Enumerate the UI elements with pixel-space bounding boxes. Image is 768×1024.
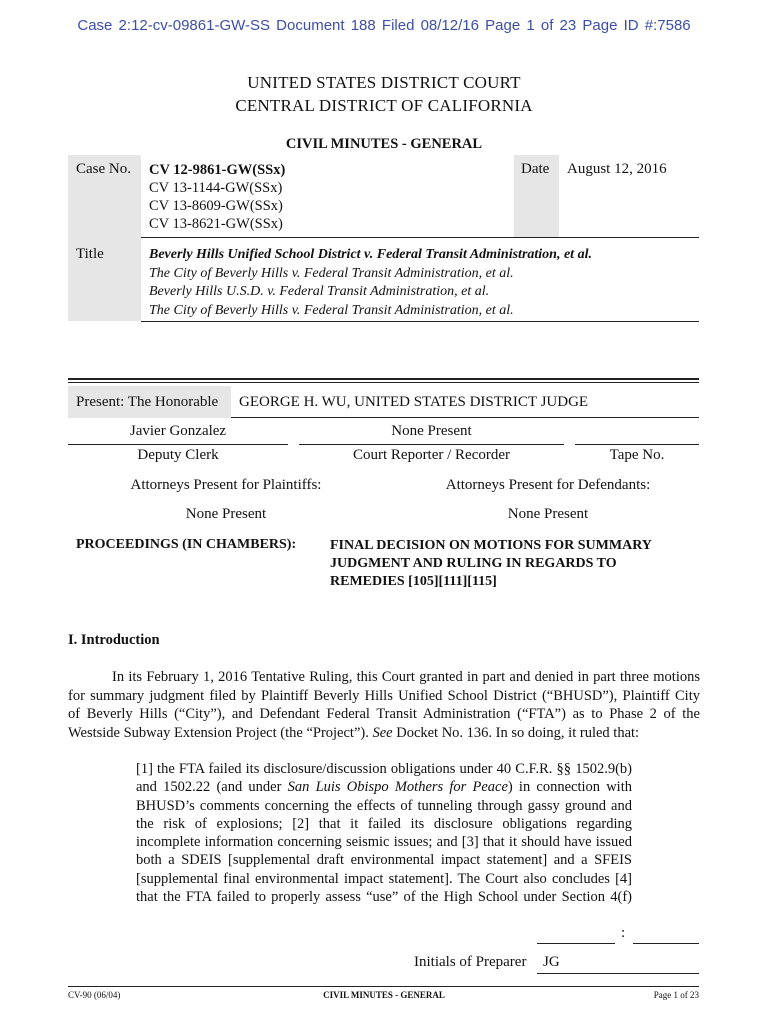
proceedings-line: JUDGMENT AND RULING IN REGARDS TO [330,556,617,571]
deputy-clerk-label: Deputy Clerk [137,447,219,463]
label-column-shade [68,155,141,321]
case-titles [149,246,592,320]
case-title: The City of Beverly Hills v. Federal Transit Administration, et al. [149,265,514,281]
proceedings-label: PROCEEDINGS (IN CHAMBERS): [76,537,297,552]
court-name-line1: UNITED STATES DISTRICT COURT [247,73,521,92]
quote-line: incomplete information concerning seismic issues; and [3] that it should have issued [136,834,632,851]
proceedings-line: FINAL DECISION ON MOTIONS FOR SUMMARY [330,538,652,553]
quote-line: that the FTA failed to properly assess “use” of the High School under Section 4(f) [136,889,632,906]
quote-line: [1] the FTA failed its disclosure/discussion obligations under 40 C.F.R. §§ 1502.9(b) [136,761,632,777]
tape-label: Tape No. [609,447,665,463]
defendants-present-value: None Present [507,506,589,522]
case-no-label: Case No. [76,161,131,177]
intro-paragraph [68,668,700,742]
paragraph-line: of Beverly Hills (“City”), and Defendant Federal Transit Administration (“FTA”) as to Phase 2 of the [68,706,700,722]
initials-value: JG [543,954,560,970]
case-title: Beverly Hills U.S.D. v. Federal Transit Administration, et al. [149,284,490,299]
plaintiffs-present-value: None Present [185,506,267,522]
paragraph-line: for summary judgment filed by Plaintiff Beverly Hills Unified School District (“BHUSD”), Plaintiff City [68,687,700,704]
page-number: Page 1 of 23 [653,990,699,1000]
court-name-line2: CENTRAL DISTRICT OF CALIFORNIA [235,96,533,115]
footer-rule [68,986,699,987]
form-number: CV-90 (06/04) [68,990,121,1000]
table-bottom-rule [141,321,699,322]
paragraph-line: In its February 1, 2016 Tentative Ruling, this Court granted in part and denied in part three motions [112,669,700,685]
double-rule-top [68,378,699,380]
initials-rule [537,973,699,974]
double-rule-bottom [68,382,699,383]
case-numbers [149,161,285,233]
reporter-label: Court Reporter / Recorder [352,447,511,463]
reporter-rule [299,444,564,445]
section-heading: I. Introduction [68,632,160,648]
deputy-rule [68,444,288,445]
quote-line: both a SDEIS [supplemental draft environmental impact statement] and a SFEIS [136,852,632,869]
time-rule-right [633,943,699,944]
footer-title: CIVIL MINUTES - GENERAL [323,990,445,1000]
quote-line: BHUSD’s comments concerning the effects of tunneling through gassy ground and [136,797,632,814]
quote-line: and 1502.22 (and under San Luis Obispo Mothers for Peace) in connection with [136,779,632,796]
citation-signal: See [372,724,393,741]
initials-label: Initials of Preparer [414,954,527,970]
present-label: Present: The Honorable [76,394,219,410]
case-number: CV 13-1144-GW(SSx) [149,180,283,196]
proceedings-line: REMEDIES [105][111][115] [330,574,497,589]
case-title-primary: Beverly Hills Unified School District v. Federal Transit Administration, et al. [149,247,592,262]
paragraph-line: Westside Subway Extension Project (the “Project”). See Docket No. 136. In so doing, it ruled that: [68,724,640,741]
proceedings-text [330,537,652,591]
case-number: CV 13-8621-GW(SSx) [149,216,283,232]
case-citation: San Luis Obispo Mothers for Peace [287,779,508,796]
judge-name: GEORGE H. WU, UNITED STATES DISTRICT JUDGE [239,394,589,410]
attorneys-plaintiffs-label: Attorneys Present for Plaintiffs: [130,477,322,493]
quote-line: the risk of explosions; [2] that it failed its disclosure obligations regarding [136,815,632,832]
reporter-name: None Present [391,423,472,439]
attorneys-defendants-label: Attorneys Present for Defendants: [445,477,651,493]
judge-rule [231,417,699,418]
time-colon: : [621,925,626,941]
title-label: Title [76,246,104,262]
case-number: CV 13-8609-GW(SSx) [149,198,283,214]
minutes-title: CIVIL MINUTES - GENERAL [285,136,483,152]
deputy-clerk-name: Javier Gonzalez [129,423,227,439]
filing-stamp: Case 2:12-cv-09861-GW-SS Document 188 Filed 08/12/16 Page 1 of 23 Page ID #:7586 [77,17,691,34]
case-number-primary: CV 12-9861-GW(SSx) [149,162,286,178]
quote-line: [supplemental final environmental impact statement]. The Court also concludes [4] [136,870,632,887]
time-rule-left [537,943,615,944]
date-label: Date [521,161,550,177]
date-value: August 12, 2016 [567,161,667,177]
table-divider [141,237,699,238]
tape-rule [575,444,699,445]
block-quote [136,760,632,906]
case-title: The City of Beverly Hills v. Federal Transit Administration, et al. [149,302,514,318]
